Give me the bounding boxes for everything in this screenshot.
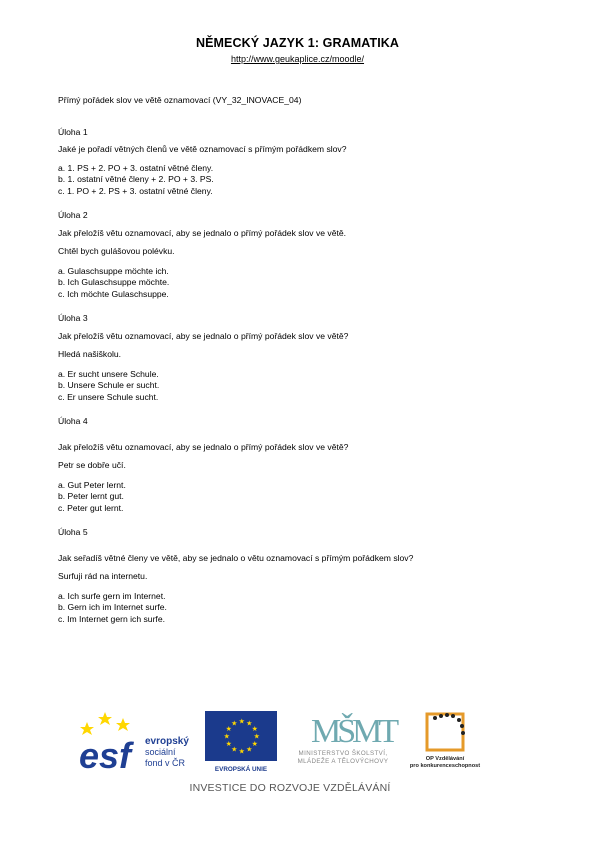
eu-star-icon: ★ [246, 746, 253, 754]
answer-option-a: a. Er sucht unsere Schule. [58, 368, 159, 379]
task-sentence: Hledá našiškolu. [58, 349, 122, 359]
task-4 [58, 416, 538, 514]
eu-star-icon: ★ [238, 748, 245, 756]
task-1 [58, 127, 538, 198]
answer-option-b: b. Gern ich im Internet surfe. [58, 602, 167, 612]
worksheet-subtitle: Přímý pořádek slov ve větě oznamovací (VY_32_INOVACE_04) [58, 95, 302, 105]
answer-option-a: a. 1. PS + 2. PO + 3. ostatní větné členy. [58, 162, 214, 173]
msmt-label: MINISTERSTVO ŠKOLSTVÍ, MLÁDEŽE A TĚLOVÝCHOVY [297, 750, 389, 765]
eu-star-icon: ★ [251, 740, 258, 748]
course-url [0, 54, 595, 64]
task-2 [58, 210, 538, 300]
task-heading: Úloha 3 [58, 313, 88, 323]
task-question: Jak přeložíš větu oznamovací, aby se jednalo o přímý pořádek slov ve větě? [58, 441, 349, 452]
eu-star-icon: ★ [251, 725, 258, 733]
task-heading: Úloha 5 [58, 527, 88, 537]
task-heading: Úloha 1 [58, 126, 88, 137]
svg-text:MŠMT: MŠMT [311, 713, 396, 750]
eu-star-icon: ★ [225, 740, 232, 748]
funding-logos [75, 708, 525, 798]
svg-text:esf: esf [79, 735, 132, 774]
answer-options [58, 266, 538, 301]
answer-option-a: a. Ich surfe gern im Internet. [58, 590, 166, 601]
answer-option-c: c. Ich möchte Gulaschsuppe. [58, 288, 169, 299]
esf-logo-icon [75, 708, 200, 774]
answer-option-b: b. 1. ostatní větné členy + 2. PO + 3. PS. [58, 174, 214, 184]
task-heading: Úloha 4 [58, 416, 88, 426]
answer-option-c: c. 1. PO + 2. PS + 3. ostatní větné členy. [58, 185, 213, 196]
task-question: Jaké je pořadí větných členů ve větě oznamovací s přímým pořádkem slov? [58, 144, 347, 154]
page-title: NĚMECKÝ JAZYK 1: GRAMATIKA [195, 36, 400, 50]
course-link[interactable]: http://www.geukaplice.cz/moodle/ [230, 54, 365, 64]
task-sentence: Petr se dobře učí. [58, 460, 126, 470]
task-question: Jak seřadíš větné členy ve větě, aby se jednalo o větu oznamovací s přímým pořádkem slov? [58, 552, 414, 563]
eu-star-icon: ★ [253, 733, 260, 741]
task-heading: Úloha 2 [58, 210, 88, 220]
answer-option-b: b. Peter lernt gut. [58, 491, 124, 501]
eu-star-icon: ★ [223, 733, 230, 741]
answer-option-a: a. Gulaschsuppe möchte ich. [58, 265, 169, 276]
answer-option-b: b. Unsere Schule er sucht. [58, 380, 160, 390]
eu-star-icon: ★ [231, 746, 238, 754]
task-sentence: Chtěl bych gulášovou polévku. [58, 246, 175, 256]
svg-text:fond v ČR: fond v ČR [145, 758, 186, 768]
answer-option-c: c. Peter gut lernt. [58, 502, 124, 513]
eu-star-icon: ★ [246, 720, 253, 728]
op-emblem-icon [405, 708, 485, 754]
eu-label: EVROPSKÁ UNIE [214, 766, 268, 773]
eu-star-icon: ★ [225, 725, 232, 733]
msmt-logo [283, 708, 403, 774]
answer-option-a: a. Gut Peter lernt. [58, 479, 126, 490]
answer-options [58, 369, 538, 404]
worksheet-content [58, 95, 538, 638]
investment-banner: INVESTICE DO ROZVOJE VZDĚLÁVÁNÍ [189, 782, 391, 794]
eu-flag-icon [205, 711, 277, 761]
answer-option-c: c. Er unsere Schule sucht. [58, 391, 159, 402]
task-3 [58, 313, 538, 403]
svg-text:evropský: evropský [145, 736, 189, 747]
task-sentence: Surfuji rád na internetu. [58, 571, 148, 581]
eu-logo [205, 711, 277, 773]
task-question: Jak přeložíš větu oznamovací, aby se jednalo o přímý pořádek slov ve větě. [58, 227, 347, 238]
eu-star-icon: ★ [231, 720, 238, 728]
op-label: OP Vzdělávání pro konkurenceschopnost [409, 756, 481, 769]
svg-text:sociální: sociální [145, 747, 176, 757]
task-5 [58, 527, 538, 625]
answer-options [58, 480, 538, 515]
answer-option-c: c. Im Internet gern ich surfe. [58, 613, 165, 624]
answer-options [58, 591, 538, 626]
answer-options [58, 163, 538, 198]
msmt-monogram-icon [283, 708, 403, 750]
esf-logo [75, 708, 200, 774]
eu-star-icon: ★ [238, 718, 245, 726]
op-logo [405, 708, 485, 774]
task-question: Jak přeložíš větu oznamovací, aby se jednalo o přímý pořádek slov ve větě? [58, 330, 349, 341]
answer-option-b: b. Ich Gulaschsuppe möchte. [58, 277, 170, 287]
